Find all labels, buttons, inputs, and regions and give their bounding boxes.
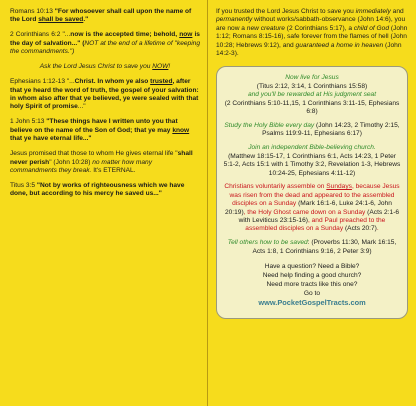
intro-paragraph: If you trusted the Lord Jesus Christ to save you immediately and permanently without works/sabbath-observance (John 14:6), you are now a new creature (2 Corinthians 5:17), a child of God (John 1:12; Romans 8:15-16), safe forever from the flames of hell (John 10:28; Hebrews 9:12), and guaranteed a home in heaven (John 14:2-3). [216,8,408,58]
ephesians-1-12-13: Ephesians 1:12-13 "...Christ. In whom ye also trusted, after that ye heard the word of truth, the gospel of your salvation: in whom also after that ye believed, ye were sealed with that holy Spirit of promise..." [10,78,199,111]
website-link[interactable]: www.PocketGospelTracts.com [258,298,366,308]
fold-divider [207,0,208,406]
study-bible: Study the Holy Bible every day (John 14:23, 2 Timothy 2:15, Psalms 119:9-11, Ephesians 6:17) [224,121,400,138]
right-column [216,8,408,319]
tell-others: Tell others how to be saved: (Proverbs 11:30, Mark 16:15, Acts 1:8, 1 Corinthians 9:16, 2 Peter 3:9) [227,239,397,255]
contact-footer: Have a question? Need a Bible? Need help finding a good church? Need more tracts like this one? Go to www.PocketGospelTracts.com [223,262,401,307]
sunday-assembly: Christians voluntarily assemble on Sundays, because Jesus was risen from the dead and appeared to the assembled disciples on a Sunday (Mark 16:1-6, Luke 24:1-6, John 20:19), the Holy Ghost came down on a Sunday (Acts 2:1-6 with Leviticus 23:15-16), and Paul preached to the assembled disciples on a Sunday (Acts 20:7). [224,183,400,233]
join-church: Join an independent Bible-believing church. (Matthew 18:15-17, 1 Corinthians 6:1, Acts 14:23, 1 Peter 5:1-2, Acts 15:1 with 1 Timothy 3:2, Revelation 1-3, Hebrews 10:24-25, Ephesians 4:11-12) [223,144,401,177]
titus-3-5: Titus 3:5 "Not by works of righteousness which we have done, but according to his mercy he saved us..." [10,182,185,198]
1-john-5-13: 1 John 5:13 "These things have I written unto you that believe on the name of the Son of God; that ye may know that ye have eternal life..." [10,118,190,143]
ask-jesus-line: Ask the Lord Jesus Christ to save you NOW! [39,63,171,71]
2-corinthians-6-2: 2 Corinthians 6:2 "...now is the accepted time; behold, now is the day of salvation..." (NOT at the end of a lifetime of "keeping the commandments.") [10,31,200,56]
live-for-jesus: Now live for Jesus (Titus 2:12, 3:14, 1 Corinthians 15:58) and you'll be rewarded at His judgment seat (2 Corinthians 5:10-11,15, 1 Corinthians 3:11-15, Ephesians 6:8) [224,74,400,116]
left-column [10,8,200,205]
john-10-28: Jesus promised that those to whom He gives eternal life "shall never perish" (John 10:28) no matter how many commandments they break. It's ETERNAL. [10,150,193,175]
next-steps-box [216,66,408,319]
romans-10-13: Romans 10:13 "For whosoever shall call upon the name of the Lord shall be saved." [10,8,192,24]
